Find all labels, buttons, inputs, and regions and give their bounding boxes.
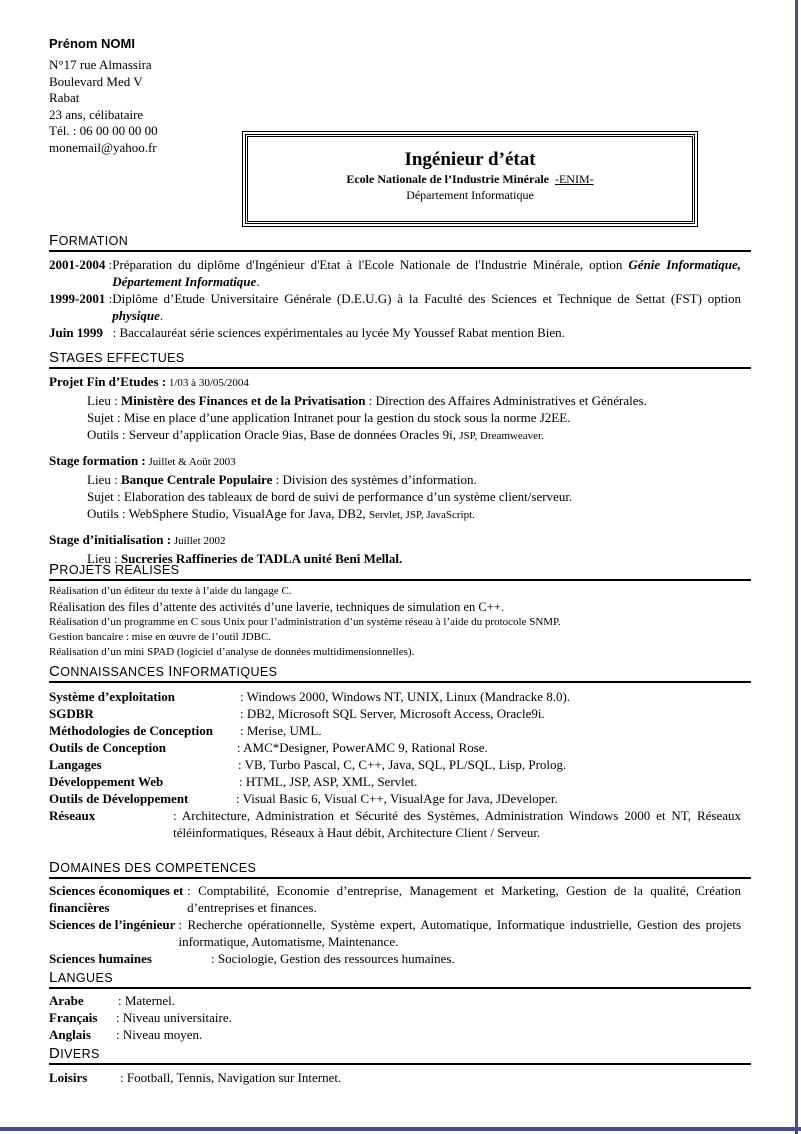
- domain-row: Sciences économiques et financières : Comptabilité, Economie d’entreprise, Management et Marketing, Gestion de la qualité, Création d’entreprises et finances.: [49, 883, 741, 915]
- department: Département Informatique: [406, 188, 534, 202]
- school-name: Ecole Nationale de l’Industrie Minérale: [346, 172, 549, 186]
- language-row: Arabe : Maternel.: [49, 993, 176, 1008]
- langues-list: [49, 992, 741, 1043]
- section-heading-langues: LANGUES: [49, 970, 751, 989]
- stage-title: Projet Fin d’Etudes : 1/03 à 30/05/2004: [49, 374, 249, 389]
- hobby-row: Loisirs : Football, Tennis, Navigation sur Internet.: [49, 1070, 342, 1085]
- section-heading-divers: DIVERS: [49, 1046, 751, 1065]
- phone: Tél. : 06 00 00 00 00: [49, 123, 158, 139]
- connaissances-list: [49, 688, 741, 841]
- skill-row: Langages : VB, Turbo Pascal, C, C++, Java, SQL, PL/SQL, Lisp, Prolog.: [49, 757, 567, 772]
- section-heading-connaissances: CONNAISSANCES INFORMATIQUES: [49, 664, 751, 683]
- page-frame-bottom: [0, 1127, 801, 1131]
- stage-outils: Outils : Serveur d’application Oracle 9ias, Base de données Oracles 9i, JSP, Dreamweaver.: [87, 427, 544, 442]
- domain-row: Sciences de l’ingénieur : Recherche opérationnelle, Système expert, Automatique, Informatique industrielle, Gestion des projets informatique, Automatisme, Maintenance.: [49, 917, 741, 949]
- domaines-list: [49, 882, 741, 967]
- formation-item: [49, 256, 741, 290]
- city: Rabat: [49, 90, 80, 106]
- section-heading-domaines: DOMAINES DES COMPETENCES: [49, 860, 751, 879]
- skill-row: SGDBR : DB2, Microsoft SQL Server, Microsoft Access, Oracle9i.: [49, 706, 545, 721]
- skill-row: Réseaux : Architecture, Administration et Sécurité des Systèmes, Administration Windows 2000 et NT, Réseaux téléinformatiques, Réseaux à Haut débit, Architecture Client / Serveur.: [49, 808, 741, 840]
- stage-outils: Outils : WebSphere Studio, VisualAge for Java, DB2, Servlet, JSP, JavaScript.: [87, 506, 475, 521]
- stage-lieu: Lieu : Banque Centrale Populaire : Division des systèmes d’information.: [87, 472, 477, 487]
- formation-date: Juin 1999 :: [49, 325, 120, 340]
- formation-date: 1999-2001 :: [49, 291, 113, 306]
- contact-block: [49, 57, 158, 157]
- formation-date: 2001-2004 :: [49, 257, 113, 272]
- stage-lieu: Lieu : Ministère des Finances et de la Privatisation : Direction des Affaires Administratives et Générales.: [87, 393, 647, 408]
- page-frame-right: [795, 0, 798, 1134]
- section-heading-formation: FORMATION: [49, 233, 751, 252]
- skill-row: Système d’exploitation : Windows 2000, Windows NT, UNIX, Linux (Mandracke 8.0).: [49, 689, 571, 704]
- email[interactable]: monemail@yahoo.fr: [49, 139, 157, 155]
- projet-item: Réalisation d’un éditeur du texte à l’aide du langage C.: [49, 585, 292, 597]
- age-status: 23 ans, célibataire: [49, 106, 144, 122]
- skill-row: Méthodologies de Conception : Merise, UML.: [49, 723, 322, 738]
- skill-row: Outils de Conception : AMC*Designer, PowerAMC 9, Rational Rose.: [49, 740, 488, 755]
- stage-sujet: Sujet : Mise en place d’une application Intranet pour la gestion du stock sous la norme J2EE.: [87, 410, 571, 425]
- projet-item: Réalisation d’un programme en C sous Unix pour l’administration d’un système réseau à l’aide du protocole SNMP.: [49, 616, 561, 628]
- section-heading-stages: STAGES EFFECTUES: [49, 350, 751, 369]
- job-title: Ingénieur d’état: [404, 149, 536, 170]
- formation-item: [49, 290, 741, 324]
- projet-item: Réalisation d’un mini SPAD (logiciel d’analyse de données multidimensionnelles).: [49, 646, 415, 658]
- stages-list: [49, 373, 741, 567]
- projets-list: [49, 584, 741, 660]
- skill-row: Développement Web : HTML, JSP, ASP, XML, Servlet.: [49, 774, 418, 789]
- projet-item: Gestion bancaire : mise en œuvre de l’outil JDBC.: [49, 631, 272, 643]
- stage-sujet: Sujet : Elaboration des tableaux de bord de suivi de performance d’un système client/serveur.: [87, 489, 573, 504]
- title-box: [245, 134, 695, 224]
- language-row: Anglais : Niveau moyen.: [49, 1027, 203, 1042]
- formation-list: [49, 256, 741, 341]
- address-line-2: Boulevard Med V: [49, 73, 143, 89]
- formation-text: Diplôme d’Etude Universitaire Générale (D.E.U.G) à la Faculté des Sciences et Technique de Settat (FST) option physique.: [112, 291, 741, 323]
- school-abbr: -ENIM-: [554, 172, 594, 186]
- projet-item: Réalisation des files d’attente des activités d’une laverie, techniques de simulation en C++.: [49, 600, 504, 614]
- formation-text: Préparation du diplôme d'Ingénieur d'Etat à l'Ecole Nationale de l'Industrie Minérale, option Génie Informatique, Département Informatique.: [112, 257, 741, 289]
- address-line-1: N°17 rue Almassira: [49, 57, 152, 72]
- formation-text: Baccalauréat série sciences expérimentales au lycée My Youssef Rabat mention Bien.: [119, 325, 565, 340]
- stage-title: Stage d’initialisation : Juillet 2002: [49, 532, 226, 547]
- formation-item: [49, 324, 741, 341]
- stage-lieu: Lieu : Sucreries Raffineries de TADLA unité Beni Mellal.: [87, 551, 403, 566]
- candidate-name: Prénom NOMI: [49, 36, 135, 51]
- school-line: [248, 172, 692, 187]
- domain-row: Sciences humaines : Sociologie, Gestion des ressources humaines.: [49, 951, 455, 966]
- divers-list: [49, 1069, 741, 1086]
- stage-title: Stage formation : Juillet & Août 2003: [49, 453, 236, 468]
- skill-row: Outils de Développement : Visual Basic 6, Visual C++, VisualAge for Java, JDeveloper.: [49, 791, 558, 806]
- language-row: Français : Niveau universitaire.: [49, 1010, 232, 1025]
- section-heading-projets: PROJETS REALISES: [49, 562, 751, 581]
